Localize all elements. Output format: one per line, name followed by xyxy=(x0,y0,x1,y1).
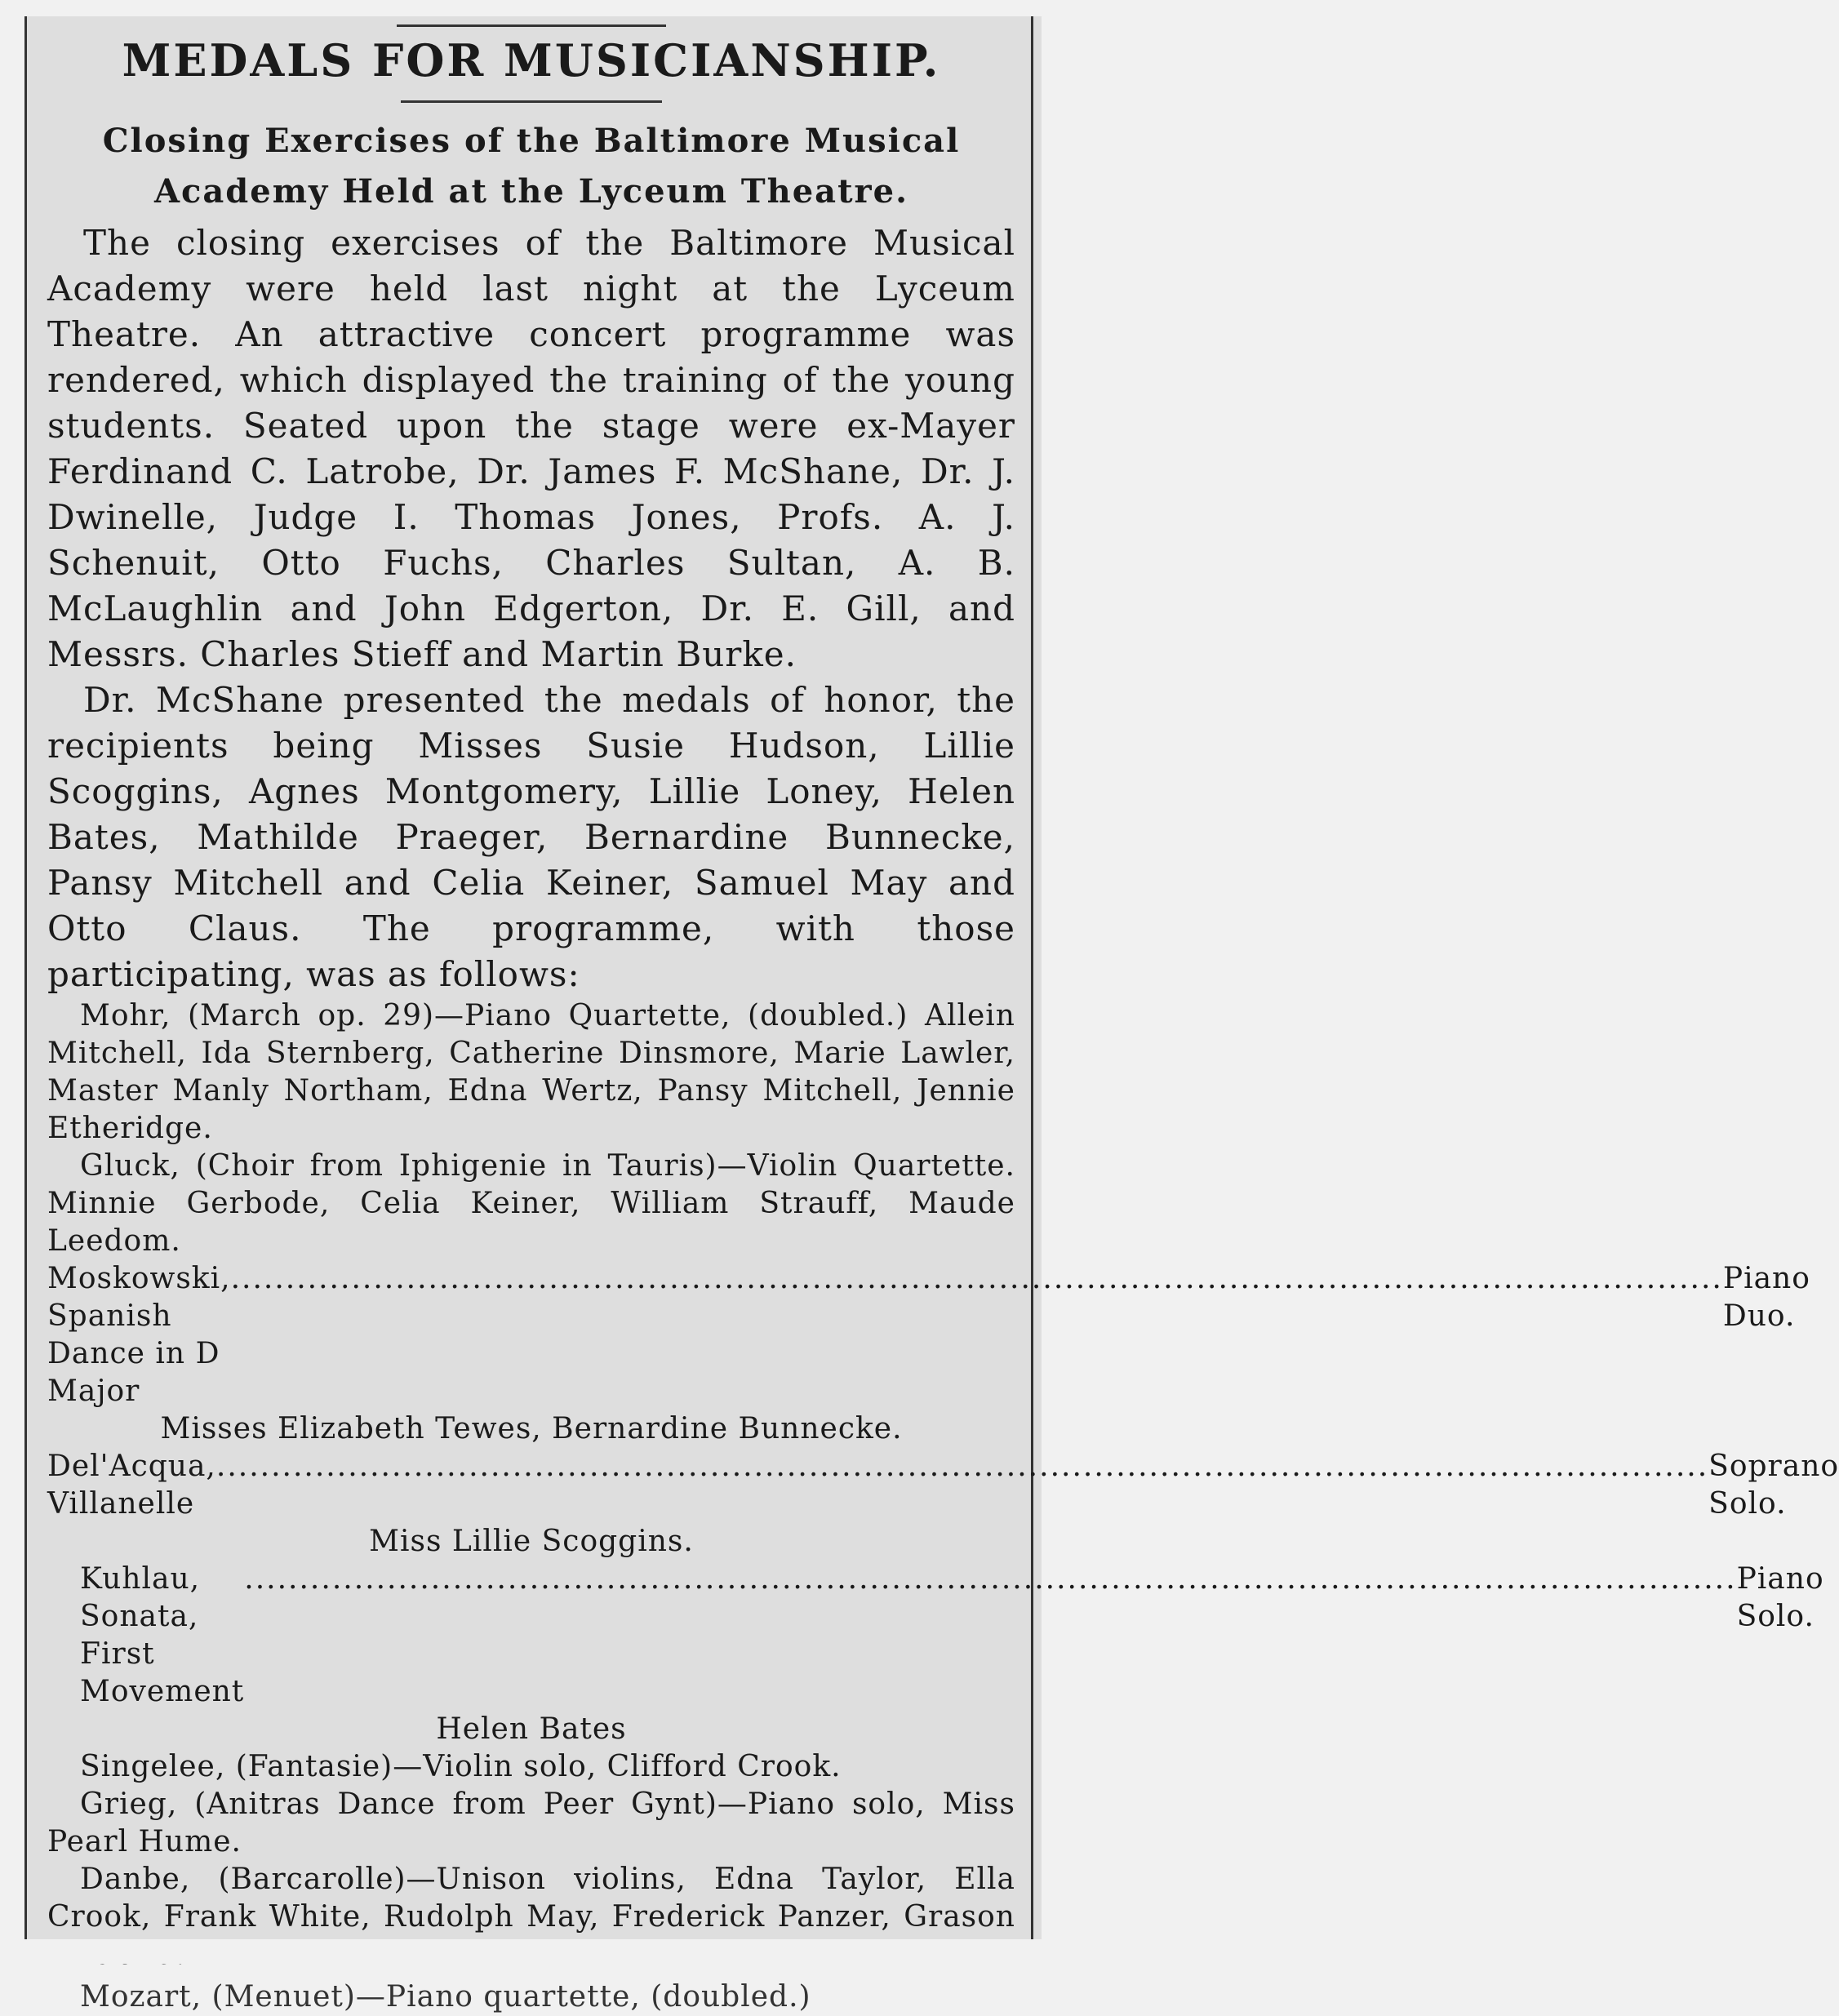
programme-item-grieg: Grieg, (Anitras Dance from Peer Gynt)—Piano solo, Miss Pearl Hume. xyxy=(47,1787,1015,1858)
column-rule-right xyxy=(1031,16,1033,1939)
programme-piece: Moskowski, Spanish Dance in D Major xyxy=(47,1262,231,1408)
programme-piece: Del'Acqua, Villanelle xyxy=(47,1450,216,1521)
programme-item-delacqua xyxy=(47,1448,1839,1523)
headline-divider xyxy=(401,100,662,103)
paragraph-1: The closing exercises of the Baltimore Musical Academy were held last night at the Lyceum Theatre. An attractive concert programme was rendered, which displayed the training of the young students. Seated upon the stage were ex-Mayer Ferdinand C. Latrobe, Dr. James F. McShane, Dr. J. Dwinelle, Judge I. Thomas Jones, Profs. A. J. Schenuit, Otto Fuchs, Charles Sultan, A. B. McLaughlin and John Edgerton, Dr. E. Gill, and Messrs. Charles Stieff and Martin Burke. xyxy=(47,223,1015,674)
column-rule-left xyxy=(24,16,27,1939)
programme-item-mozart-cut: Mozart, (Menuet)—Piano quartette, (doubled.) xyxy=(80,1980,811,2014)
subheadline: Closing Exercises of the Baltimore Musical Academy Held at the Lyceum Theatre. xyxy=(102,122,961,211)
programme-item-mohr: Mohr, (March op. 29)—Piano Quartette, (doubled.) Allein Mitchell, Ida Sternberg, Catherine Dinsmore, Marie Lawler, Master Manly Northam, Edna Wertz, Pansy Mitchell, Jennie Etheridge. xyxy=(47,999,1015,1145)
top-divider xyxy=(397,24,666,27)
programme-piece: Kuhlau, Sonata, First Movement xyxy=(80,1562,245,1708)
programme-item-moskowski xyxy=(47,1260,1810,1410)
newspaper-clipping xyxy=(24,16,1839,2014)
programme-item-singelee: Singelee, (Fantasie)—Violin solo, Clifford Crook. xyxy=(80,1750,842,1783)
programme-category: Piano Solo. xyxy=(1736,1562,1824,1633)
dot-leader xyxy=(244,1561,1736,1598)
programme-performers: Helen Bates xyxy=(436,1712,627,1746)
programme-item-danbe: Danbe, (Barcarolle)—Unison violins, Edna Taylor, Ella Crook, Frank White, Rudolph May, Frederick Panzer, Grason xyxy=(47,1863,1015,1934)
headline: MEDALS FOR MUSICIANSHIP. xyxy=(122,34,941,87)
programme-category: Piano Duo. xyxy=(1722,1262,1810,1333)
programme-performers: Miss Lillie Scoggins. xyxy=(369,1525,694,1558)
programme-performers: Misses Elizabeth Tewes, Bernardine Bunnecke. xyxy=(160,1412,903,1445)
programme-item-gluck: Gluck, (Choir from Iphigenie in Tauris)—Violin Quartette. Minnie Gerbode, Celia Keiner, William Strauff, Maude Leedom. xyxy=(47,1149,1015,1258)
paragraph-2: Dr. McShane presented the medals of honor, the recipients being Misses Susie Hudson, Lillie Scoggins, Agnes Montgomery, Lillie Loney, Helen Bates, Mathilde Praeger, Bernardine Bunnecke, Pansy Mitchell and Celia Keiner, Samuel May and Otto Claus. The programme, with those participating, was as follows: xyxy=(47,680,1015,994)
programme-item-kuhlau xyxy=(47,1561,1824,1711)
article-column xyxy=(47,24,1839,2014)
bottom-margin xyxy=(0,1939,1053,1964)
programme-category: Soprano Solo. xyxy=(1708,1450,1839,1521)
dot-leader xyxy=(216,1448,1708,1485)
programme-list xyxy=(47,997,1839,2014)
dot-leader xyxy=(231,1260,1723,1298)
